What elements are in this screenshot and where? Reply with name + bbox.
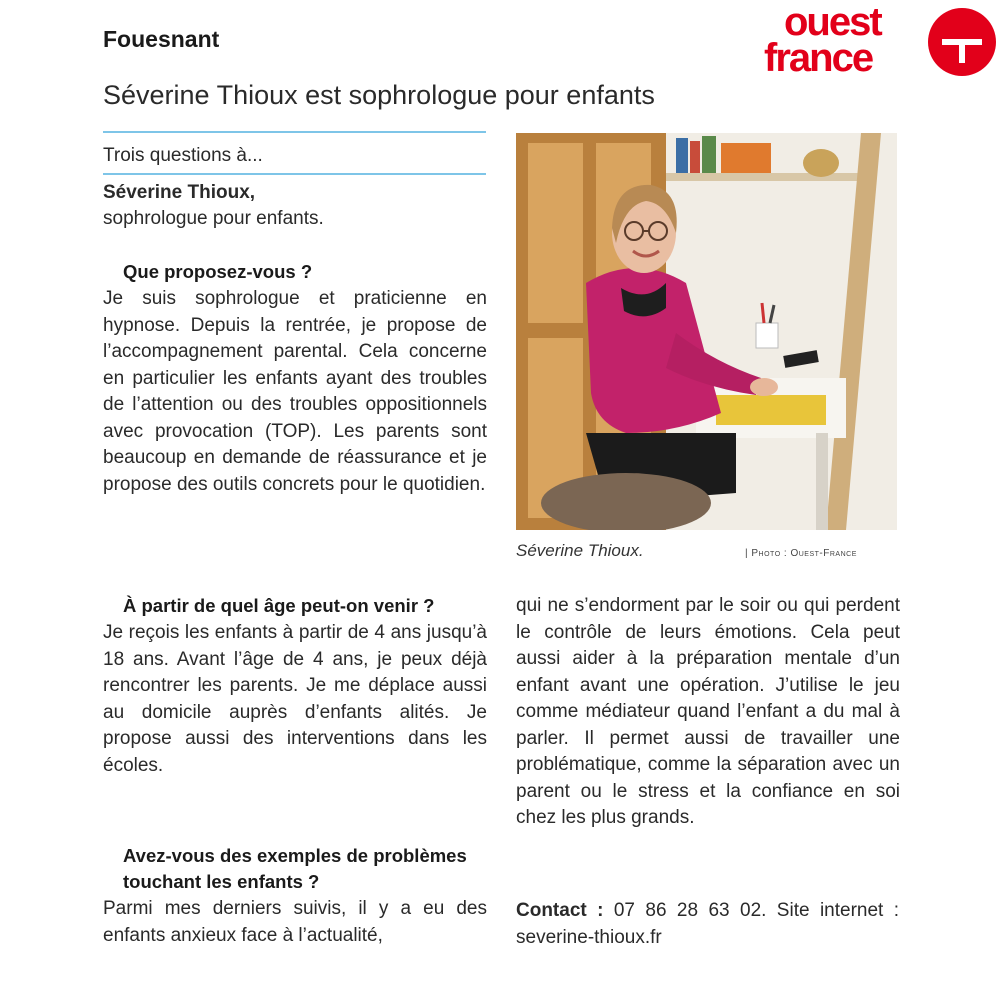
answer-1: Je suis sophrologue et praticienne en hypnose. Depuis la rentrée, je propose de l’accompagnement parental. Cela concerne en particulier les enfants ayant des troubles de l’attention ou des troubles oppositionnels avec provocation (TOP). Les parents sont beaucoup en demande de réassurance et je propose des outils concrets pour le quotidien. xyxy=(103,288,487,495)
interview-kicker: Trois questions à... xyxy=(103,145,263,166)
question-1: Que proposez-vous ? xyxy=(123,261,313,282)
question-3: Avez-vous des exemples de problèmes touchant les enfants ? xyxy=(123,845,467,892)
contact-details: 07 86 28 63 02. Site internet : severine-thioux.fr xyxy=(516,900,900,948)
interviewee-role: sophrologue pour enfants. xyxy=(103,208,324,229)
question-2: À partir de quel âge peut-on venir ? xyxy=(123,595,435,616)
ouest-france-logo xyxy=(762,2,998,86)
interviewee-name: Séverine Thioux, xyxy=(103,182,256,203)
photo-caption: Séverine Thioux. xyxy=(516,541,644,560)
article-headline: Séverine Thioux est sophrologue pour enfants xyxy=(103,80,655,110)
contact-label: Contact : xyxy=(516,900,604,921)
answer-3-start: Parmi mes derniers suivis, il y a eu des enfants anxieux face à l’actualité, xyxy=(103,898,487,946)
portrait-photo xyxy=(516,133,897,530)
logo-word-bottom: france xyxy=(764,36,873,80)
divider-bottom xyxy=(103,173,486,175)
logo-word-top: ouest xyxy=(784,0,881,44)
answer-3-continued: qui ne s’endorment par le soir ou qui perdent le contrôle de leurs émotions. Cela peut aussi aider à la préparation mentale d’un enfant avant une opération. J’utilise le jeu comme médiateur quand l’enfant a du mal à parler. Il permet aussi de travailler une problématique, comme la séparation avec un parent ou le stress et la confiance en soi chez les plus grands. xyxy=(516,595,900,828)
section-title: Fouesnant xyxy=(103,26,220,52)
contact-info xyxy=(516,898,899,951)
photo-credit: | Photo : Ouest-France xyxy=(745,548,857,559)
divider-top xyxy=(103,131,486,133)
answer-2: Je reçois les enfants à partir de 4 ans jusqu’à 18 ans. Avant l’âge de 4 ans, je peux déjà rencontrer les parents. Je me déplace aussi au domicile auprès d’enfants alités. Je propose aussi des interventions dans les écoles. xyxy=(103,622,487,776)
logo-circle-icon xyxy=(928,8,996,76)
